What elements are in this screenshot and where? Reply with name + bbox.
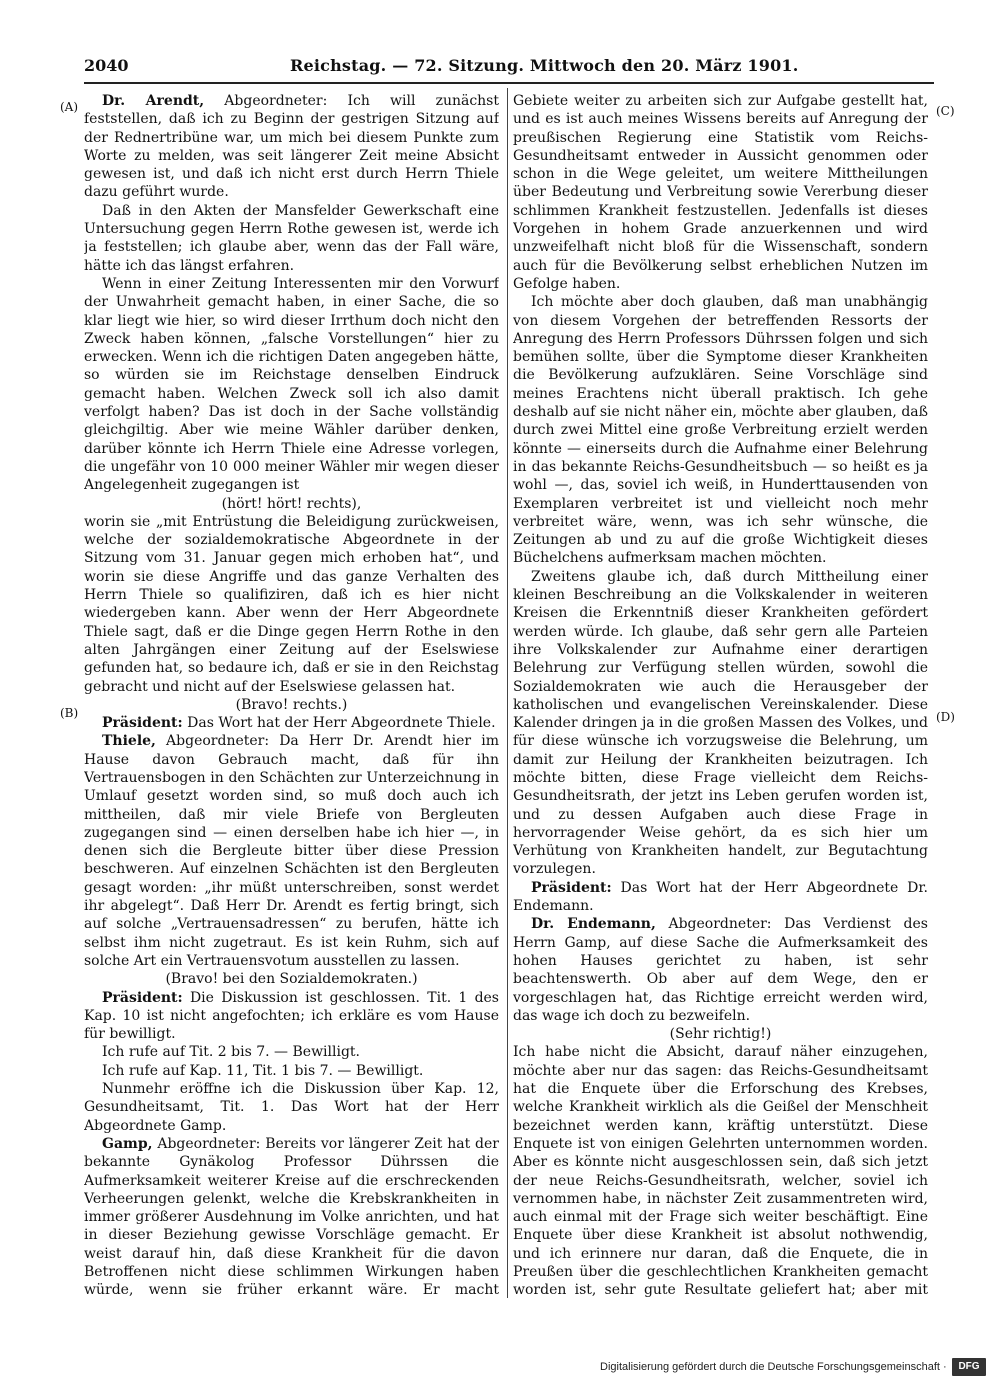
paragraph (84, 989, 499, 1044)
left-column (84, 92, 499, 1302)
dfg-logo: DFG (952, 1358, 986, 1376)
speaker-name: Präsident: (102, 715, 183, 732)
paragraph-text: Abgeordneter: Ich will zunächst feststellen, daß ich zu Beginn der gestrigen Sitzung auf der Rednertribüne war, um mich bei diesem Punkte zum Worte zu melden, was seit längerer Zeit meine Absicht gewesen ist, und daß ich nicht erst durch Herrn Thiele dazu geführt wurde. (84, 93, 499, 201)
paragraph: Gebiete weiter zu arbeiten sich zur Aufgabe gestellt hat, und es ist auch meines Wissens bereits auf Anregung der preußischen Regierung eine Statistik vom Reichs-Gesundheitsamt entweder in Aussicht genommen oder schon in die Wege geleitet, um weitere Mittheilungen über Bedeutung und Verbreitung sowie Vererbung dieser schlimmen Krankheit festzustellen. Jedenfalls ist dieses Vorgehen in hohem Grade anzuerkennen und wird unzweifelhaft nicht bloß für die Wissenschaft, sondern auch für die Bevölkerung selbst erheblichen Nutzen im Gefolge haben. (513, 93, 928, 292)
speaker-name: Präsident: (531, 879, 612, 896)
paragraph (84, 714, 499, 732)
interjection: (Sehr richtig!) (669, 1026, 772, 1043)
interjection: (hört! hört! rechts), (221, 495, 362, 512)
paragraph-text: Abgeordneter: Da Herr Dr. Arendt hier im Hause davon Gebrauch macht, daß für ihn Vertrauensbogen in den Schächten zur Unterzeichnung in Umlauf gesetzt worden sind, so muß doch auch ich mittheilen, daß mir viele Briefe von Bergleuten zugegangen sind — einen derselben habe ich hier —, in denen sich die Bergleute bitter über diese Pression beschweren. Auf einzelnen Schächten ist den Bergleuten gesagt worden: „ihr müßt unterschreiben, sonst werdet ihr abgelegt“. Daß Herr Dr. Arendt es fertig bringt, sich auf solche „Vertrauensadressen“ zu berufen, hätte ich selbst ihm nicht zugetraut. Es ist kein Ruhm, sich auf solche Art ein Vertrauensvotum ausstellen zu lassen. (84, 733, 499, 969)
paragraph: Daß in den Akten der Mansfelder Gewerkschaft eine Untersuchung gegen Herrn Rothe gewesen ist, werde ich ja feststellen; ich glaube aber, wenn das der Fall wäre, hätte ich das längst erfahren. (84, 202, 499, 274)
margin-mark-b: (B) (60, 706, 79, 720)
paragraph-text: Die Diskussion ist geschlossen. Tit. 1 des Kap. 10 ist nicht angefochten; ich erkläre es vom Hause für bewilligt. (84, 989, 499, 1043)
paragraph (84, 92, 499, 202)
paragraph: Wenn in einer Zeitung Interessenten mir den Vorwurf der Unwahrheit gemacht haben, in einer Sache, die so klar liegt wie hier, so wird dieser Irrthum doch nicht den Zweck haben können, „falsche Vorstellungen“ hier zu erwecken. Wenn ich die richtigen Daten angegeben hätte, so würden sie im Reichstage denselben Eindruck gemacht haben. Welchen Zweck soll ich also damit verfolgt haben? Das ist doch in der Sache vollständig gleichgiltig. Aber wie meine Wähler darüber denken, darüber könnte ich Herrn Thiele eine Adresse vorlegen, die ungefähr von 10 000 meiner Wähler mir wegen dieser Angelegenheit zugegangen ist (84, 275, 499, 494)
paragraph: Ich rufe auf Tit. 2 bis 7. — Bewilligt. (102, 1044, 360, 1061)
paragraph (513, 879, 928, 916)
speaker-name: Dr. Endemann, (531, 916, 656, 933)
paragraph: Zweitens glaube ich, daß durch Mittheilung einer kleinen Beschreibung an die Volkskalender in weiteren Kreisen die Erkenntniß dieser Krankheiten gefördert werden würde. Ich glaube, daß sehr gern alle Parteien ihre Volkskalender zur Aufnahme einer derartigen Belehrung zur Verfügung stellen würden, sowohl die Sozialdemokraten wie auch die Herausgeber der katholischen und evangelischen Vereinskalender. Diese Kalender dringen ja in die großen Massen des Volkes, und für diese wünsche ich vorzugsweise die Belehrung, um damit zur Heilung der Krankheiten beizutragen. Ich möchte bitten, diese Frage vielleicht dem Reichs-Gesundheitsrath, der jetzt ins Leben gerufen worden ist, und zu dessen Aufgaben auch diese Frage in hervorragender Weise gehört, da es sich hier um Verhütung von Krankheiten handelt, zur Begutachtung vorzulegen. (513, 568, 928, 878)
paragraph-text: Abgeordneter: Das Verdienst des Herrn Gamp, auf diese Sache die Aufmerksamkeit des hohen Hauses gerichtet zu haben, ist sehr beachtenswerth. Ob aber auf dem Wege, den er vorgeschlagen hat, das Richtige erreicht werden wird, das wage ich doch zu bezweifeln. (513, 916, 928, 1024)
right-column (513, 92, 928, 1302)
margin-mark-a: (A) (60, 100, 79, 114)
paragraph-text: Das Wort hat der Herr Abgeordnete Thiele. (182, 715, 496, 732)
header-rule (84, 82, 934, 84)
paragraph: Ich rufe auf Kap. 11, Tit. 1 bis 7. — Bewilligt. (102, 1062, 424, 1079)
paragraph: Ich habe nicht die Absicht, darauf näher einzugehen, möchte aber nur das sagen: das Reichs-Gesundheitsamt hat die Enquete über die Erforschung des Krebses, welche Krankheit wirklich als die Geißel der Menschheit bezeichnet werden kann, kräftig unterstützt. Diese Enquete ist von einigen Gelehrten unternommen worden. Aber es könnte nicht ausgeschlossen sein, daß sich jetzt der neue Reichs-Gesundheitsrath, welcher, soviel ich vernommen habe, in nächster Zeit zusammentreten wird, auch einmal mit der Frage sich weiter beschäftigt. Eine Enquete über diese Krankheit ist absolut nothwendig, und ich erinnere nur daran, daß die Enquete, die in Preußen über die geschlechtlichen Krankheiten gemacht worden ist, sehr gute Resultate geliefert hat; aber mit (513, 1044, 928, 1299)
speaker-name: Thiele, (102, 733, 156, 750)
paragraph: Ich möchte aber doch glauben, daß man unabhängig von diesem Vorgehen der betreffenden Ressorts der Anregung des Herrn Professors Dührssen folgen und sich bemühen sollte, über die Symptome dieser Krankheiten die Bevölkerung aufzuklären. Seine Vorschläge sind meines Erachtens nicht überall praktisch. Ich gehe deshalb auf sie nicht näher ein, möchte aber glauben, daß durch zwei Mittel eine große Verbreitung erzielt werden könnte — einerseits durch die Aufnahme einer Belehrung in das bekannte Reichs-Gesundheitsbuch — so heißt es ja wohl —, das, soviel ich weiß, in Hunderttausenden von Exemplaren verbreitet ist und vielleicht noch mehr verbreitet wäre, wenn, was ich sehr wünsche, die Zeitungen ab und zu auf die große Wichtigkeit dieses Büchelchens aufmerksam machen möchten. (513, 294, 928, 567)
interjection: (Bravo! rechts.) (235, 696, 348, 713)
paragraph (84, 732, 499, 970)
margin-mark-d: (D) (936, 710, 955, 724)
interjection: (Bravo! bei den Sozialdemokraten.) (165, 971, 418, 988)
paragraph-text: Abgeordneter: Bereits vor längerer Zeit hat der bekannte Gynäkolog Professor Dührssen die Aufmerksamkeit weiterer Kreise auf die erschreckenden Verheerungen gelenkt, welche die Krebskrankheiten in immer größerer Ausdehnung im Volke anrichten, und hat in dieser Beziehung gewisse Vorschläge gemacht. Er weist darauf hin, daß diese Krankheit für die davon Betroffenen nicht diese schlimmen Wirkungen haben würde, wenn sie früher erkannt wäre. Er macht (84, 1135, 499, 1299)
paragraph-text: Das Wort hat der Herr Abgeordnete Dr. Endemann. (513, 879, 928, 915)
page-header (84, 56, 934, 82)
page-number: 2040 (84, 56, 129, 75)
speaker-name: Präsident: (102, 989, 183, 1006)
paragraph: Nunmehr eröffne ich die Diskussion über Kap. 12, Gesundheitsamt, Tit. 1. Das Wort hat der Herr Abgeordnete Gamp. (84, 1081, 499, 1134)
running-title: Reichstag. — 72. Sitzung. Mittwoch den 20. März 1901. (290, 56, 799, 75)
paragraph (84, 1135, 499, 1302)
digitization-note: Digitalisierung gefördert durch die Deutsche Forschungsgemeinschaft · (600, 1361, 947, 1373)
paragraph: worin sie „mit Entrüstung die Beleidigung zurückweisen, welche der sozialdemokratische Abgeordnete in der Sitzung vom 31. Januar gegen mich erhoben hat“, und worin sie diese Angriffe und das ganze Verhalten des Herrn Thiele so qualifiziren, daß ich es hier nicht wiedergeben kann. Aber wenn der Herr Abgeordnete Thiele sagt, daß er die Dinge gegen Herrn Rothe in den alten Jahrgängen einer Zeitung auf der Eselswiese gefunden hat, so bedaure ich, daß er sie in den Reichstag gebracht und nicht auf der Eselswiese gelassen hat. (84, 513, 499, 695)
speaker-name: Gamp, (102, 1135, 153, 1152)
paragraph (513, 915, 928, 1025)
column-divider (507, 88, 508, 1298)
margin-mark-c: (C) (936, 104, 955, 118)
speaker-name: Dr. Arendt, (102, 93, 205, 109)
